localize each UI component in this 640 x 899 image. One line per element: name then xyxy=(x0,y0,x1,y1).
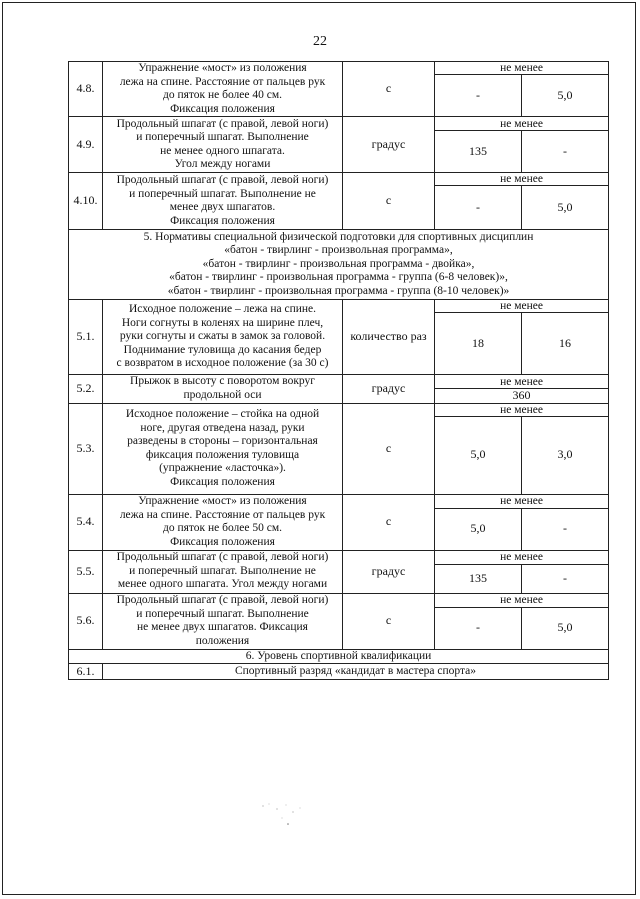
norm-value-col1: 5,0 xyxy=(435,508,522,550)
section-heading-line: 6. Уровень спортивной квалификации xyxy=(245,649,432,662)
exercise-description-line: с возвратом в исходное положение (за 30 с) xyxy=(116,357,329,370)
norm-value-col2: - xyxy=(522,508,609,550)
unit-of-measure: с xyxy=(343,494,435,550)
item-number: 5.3. xyxy=(69,403,103,494)
norm-value-col1: 135 xyxy=(435,131,522,173)
norm-value-col2: 5,0 xyxy=(522,607,609,649)
qualification-text xyxy=(103,664,609,680)
exercise-description-line: до пяток не более 40 см. xyxy=(162,89,283,101)
item-number: 5.4. xyxy=(69,494,103,550)
exercise-description-line: не менее двух шпагатов. Фиксация xyxy=(137,621,308,633)
exercise-description-line: Исходное положение – лежа на спине. xyxy=(128,303,317,316)
exercise-description-line: Прыжок в высоту с поворотом вокруг xyxy=(130,375,315,388)
norm-header: не менее xyxy=(435,494,609,508)
exercise-description xyxy=(103,62,343,117)
section-heading-row xyxy=(69,230,609,300)
exercise-description-line: Фиксация положения xyxy=(170,535,275,548)
exercise-description-line: Фиксация положения xyxy=(170,475,275,488)
section-heading-line: «батон - твирлинг - произвольная программа - двойка», xyxy=(202,257,475,270)
table-row xyxy=(69,375,609,389)
exercise-description-line: Поднимание туловища до касания бедер xyxy=(123,343,322,356)
norm-header: не менее xyxy=(435,300,609,313)
exercise-description xyxy=(103,117,343,173)
section-heading-line: «батон - твирлинг - произвольная программа», xyxy=(224,244,453,257)
item-number: 5.6. xyxy=(69,593,103,649)
unit-of-measure: с xyxy=(343,593,435,649)
item-number: 6.1. xyxy=(69,664,103,680)
exercise-description xyxy=(103,375,343,404)
norm-value-col2: 16 xyxy=(522,313,609,375)
exercise-description-line: Исходное положение – стойка на одной xyxy=(125,408,320,420)
norm-header: не менее xyxy=(435,62,609,75)
section-heading-line: «батон - твирлинг - произвольная программа - группа (6-8 человек)», xyxy=(169,271,508,284)
unit-of-measure: градус xyxy=(343,550,435,593)
table-row xyxy=(69,550,609,564)
table-row xyxy=(69,664,609,680)
norms-table xyxy=(68,61,609,680)
exercise-description-line: и поперечный шпагат. Выполнение xyxy=(136,607,309,620)
exercise-description-line: не менее одного шпагата. xyxy=(160,144,285,157)
unit-of-measure: градус xyxy=(343,375,435,404)
exercise-description-line: (упражнение «ласточка»). xyxy=(159,462,286,474)
norm-value-merged: 360 xyxy=(435,389,609,404)
exercise-description-line: Упражнение «мост» из положения xyxy=(138,495,307,507)
norm-header: не менее xyxy=(435,593,609,607)
norm-value-col2: 5,0 xyxy=(522,75,609,117)
exercise-description-line: лежа на спине. Расстояние от пальцев рук xyxy=(119,75,326,88)
exercise-description-line: Продольный шпагат (с правой, левой ноги) xyxy=(116,174,329,186)
norm-value-col1: - xyxy=(435,607,522,649)
exercise-description-line: фиксация положения туловища xyxy=(145,448,300,461)
item-number: 5.5. xyxy=(69,550,103,593)
table-row xyxy=(69,300,609,313)
exercise-description-line: положения xyxy=(195,634,250,647)
scan-noise xyxy=(255,800,315,830)
exercise-description-line: Продольный шпагат (с правой, левой ноги) xyxy=(116,594,329,606)
norm-header: не менее xyxy=(435,375,609,389)
norm-value-col1: 18 xyxy=(435,313,522,375)
section-heading-line: 5. Нормативы специальной физической подготовки для спортивных дисциплин xyxy=(143,230,534,243)
norm-value-col2: 5,0 xyxy=(522,186,609,230)
exercise-description-line: Упражнение «мост» из положения xyxy=(138,62,307,74)
exercise-description-line: продольной оси xyxy=(183,388,262,401)
item-number: 4.9. xyxy=(69,117,103,173)
page-number: 22 xyxy=(313,34,327,49)
item-number: 4.10. xyxy=(69,173,103,230)
exercise-description-line: Фиксация положения xyxy=(170,102,275,115)
exercise-description xyxy=(103,550,343,593)
norm-header: не менее xyxy=(435,173,609,186)
norm-value-col1: - xyxy=(435,186,522,230)
exercise-description xyxy=(103,173,343,230)
exercise-description-line: разведены в стороны – горизонтальная xyxy=(127,435,318,447)
exercise-description-line: и поперечный шпагат. Выполнение xyxy=(136,131,309,143)
item-number: 4.8. xyxy=(69,62,103,117)
norm-header: не менее xyxy=(435,117,609,131)
table-row xyxy=(69,173,609,186)
table-row xyxy=(69,62,609,75)
norm-value-col1: - xyxy=(435,75,522,117)
section-heading xyxy=(69,649,609,664)
exercise-description-line: Продольный шпагат (с правой, левой ноги) xyxy=(116,117,329,130)
norm-value-col2: - xyxy=(522,131,609,173)
section-heading-line: «батон - твирлинг - произвольная программа - группа (8-10 человек)» xyxy=(167,284,510,297)
unit-of-measure: с xyxy=(343,173,435,230)
table-row xyxy=(69,593,609,607)
norm-value-col1: 5,0 xyxy=(435,416,522,494)
exercise-description-line: и поперечный шпагат. Выполнение не xyxy=(129,187,316,200)
section-heading xyxy=(69,230,609,300)
unit-of-measure: градус xyxy=(343,117,435,173)
norm-value-col1: 135 xyxy=(435,564,522,593)
unit-of-measure: количество раз xyxy=(343,300,435,375)
exercise-description-line: лежа на спине. Расстояние от пальцев рук xyxy=(119,508,326,521)
exercise-description-line: Продольный шпагат (с правой, левой ноги) xyxy=(116,551,329,564)
table-row xyxy=(69,494,609,508)
unit-of-measure: с xyxy=(343,62,435,117)
exercise-description-line: руки согнуты и сжаты в замок за головой. xyxy=(119,330,326,343)
exercise-description xyxy=(103,403,343,494)
exercise-description xyxy=(103,494,343,550)
item-number: 5.1. xyxy=(69,300,103,375)
norm-header: не менее xyxy=(435,403,609,416)
exercise-description xyxy=(103,593,343,649)
qualification-text-line: Спортивный разряд «кандидат в мастера спорта» xyxy=(234,664,477,677)
section-heading-row xyxy=(69,649,609,664)
exercise-description xyxy=(103,300,343,375)
norm-header: не менее xyxy=(435,550,609,564)
item-number: 5.2. xyxy=(69,375,103,404)
exercise-description-line: до пяток не более 50 см. xyxy=(162,522,283,534)
exercise-description-line: Ноги согнуты в коленях на ширине плеч, xyxy=(121,316,324,329)
norm-value-col2: - xyxy=(522,564,609,593)
exercise-description-line: ноге, другая отведена назад, руки xyxy=(140,421,305,434)
table-row xyxy=(69,117,609,131)
table-row xyxy=(69,403,609,416)
exercise-description-line: и поперечный шпагат. Выполнение не xyxy=(129,564,316,577)
exercise-description-line: Угол между ногами xyxy=(174,158,271,170)
exercise-description-line: менее двух шпагатов. xyxy=(169,201,276,213)
norm-value-col2: 3,0 xyxy=(522,416,609,494)
unit-of-measure: с xyxy=(343,403,435,494)
exercise-description-line: менее одного шпагата. Угол между ногами xyxy=(117,578,328,591)
exercise-description-line: Фиксация положения xyxy=(170,214,275,227)
